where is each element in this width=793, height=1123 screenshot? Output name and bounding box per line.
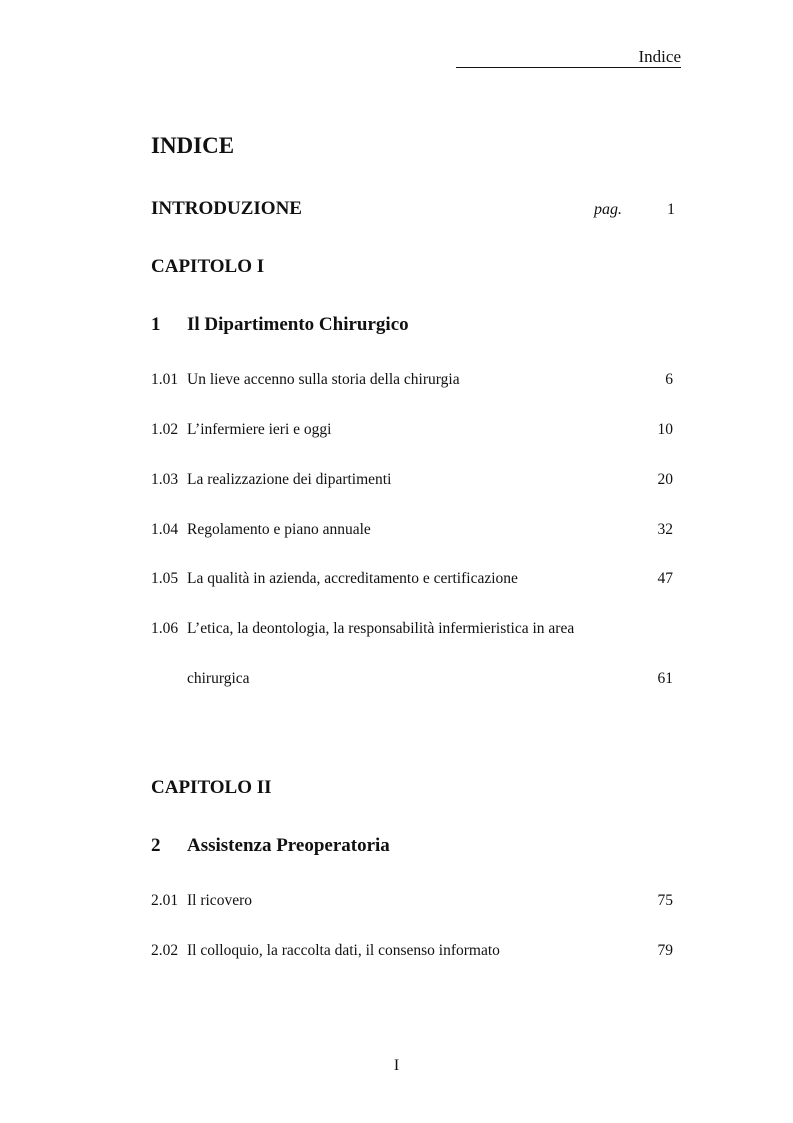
toc-entry-title: La realizzazione dei dipartimenti [187, 471, 392, 488]
toc-entry-number: 1.03 [151, 471, 179, 488]
toc-entry-number: 2.01 [151, 892, 179, 909]
toc-entry-number: 1.02 [151, 421, 179, 438]
toc-entry-number: 2.02 [151, 942, 179, 959]
header-rule [456, 67, 681, 68]
toc-entry-page: 6 [665, 371, 673, 388]
toc-entry-number: 1.05 [151, 570, 179, 587]
toc-entry-page: 61 [657, 670, 673, 687]
toc-entry-title: Regolamento e piano annuale [187, 521, 371, 538]
section-number: 1 [151, 314, 161, 335]
chapter-heading: CAPITOLO II [151, 777, 272, 798]
toc-entry-title: Il colloquio, la raccolta dati, il consenso informato [187, 942, 500, 959]
section-title: Il Dipartimento Chirurgico [187, 314, 409, 335]
page-number: I [393, 1057, 400, 1074]
page-title: INDICE [151, 133, 235, 158]
toc-entry-title-continuation: chirurgica [187, 670, 250, 687]
toc-entry-page: 20 [657, 471, 673, 488]
toc-entry-title: L’infermiere ieri e oggi [187, 421, 332, 438]
toc-introduction-page: 1 [667, 201, 675, 218]
toc-entry-title: L’etica, la deontologia, la responsabilità infermieristica in area [187, 620, 575, 637]
toc-entry-page: 32 [657, 521, 673, 538]
section-title: Assistenza Preoperatoria [187, 835, 390, 856]
toc-entry-page: 10 [657, 421, 673, 438]
toc-entry-page: 75 [657, 892, 673, 909]
running-header: Indice [638, 47, 681, 66]
toc-entry-number: 1.04 [151, 521, 179, 538]
section-number: 2 [151, 835, 161, 856]
toc-entry-title: Un lieve accenno sulla storia della chirurgia [187, 371, 460, 388]
toc-entry-page: 79 [657, 942, 673, 959]
toc-entry-title: Il ricovero [187, 892, 252, 909]
toc-entry-page: 47 [657, 570, 673, 587]
chapter-heading: CAPITOLO I [151, 256, 265, 277]
toc-entry-number: 1.01 [151, 371, 179, 388]
toc-entry-title: La qualità in azienda, accreditamento e certificazione [187, 570, 518, 587]
toc-entry-number: 1.06 [151, 620, 179, 637]
toc-introduction-label: INTRODUZIONE [151, 198, 302, 219]
toc-pag-label: pag. [594, 201, 622, 218]
